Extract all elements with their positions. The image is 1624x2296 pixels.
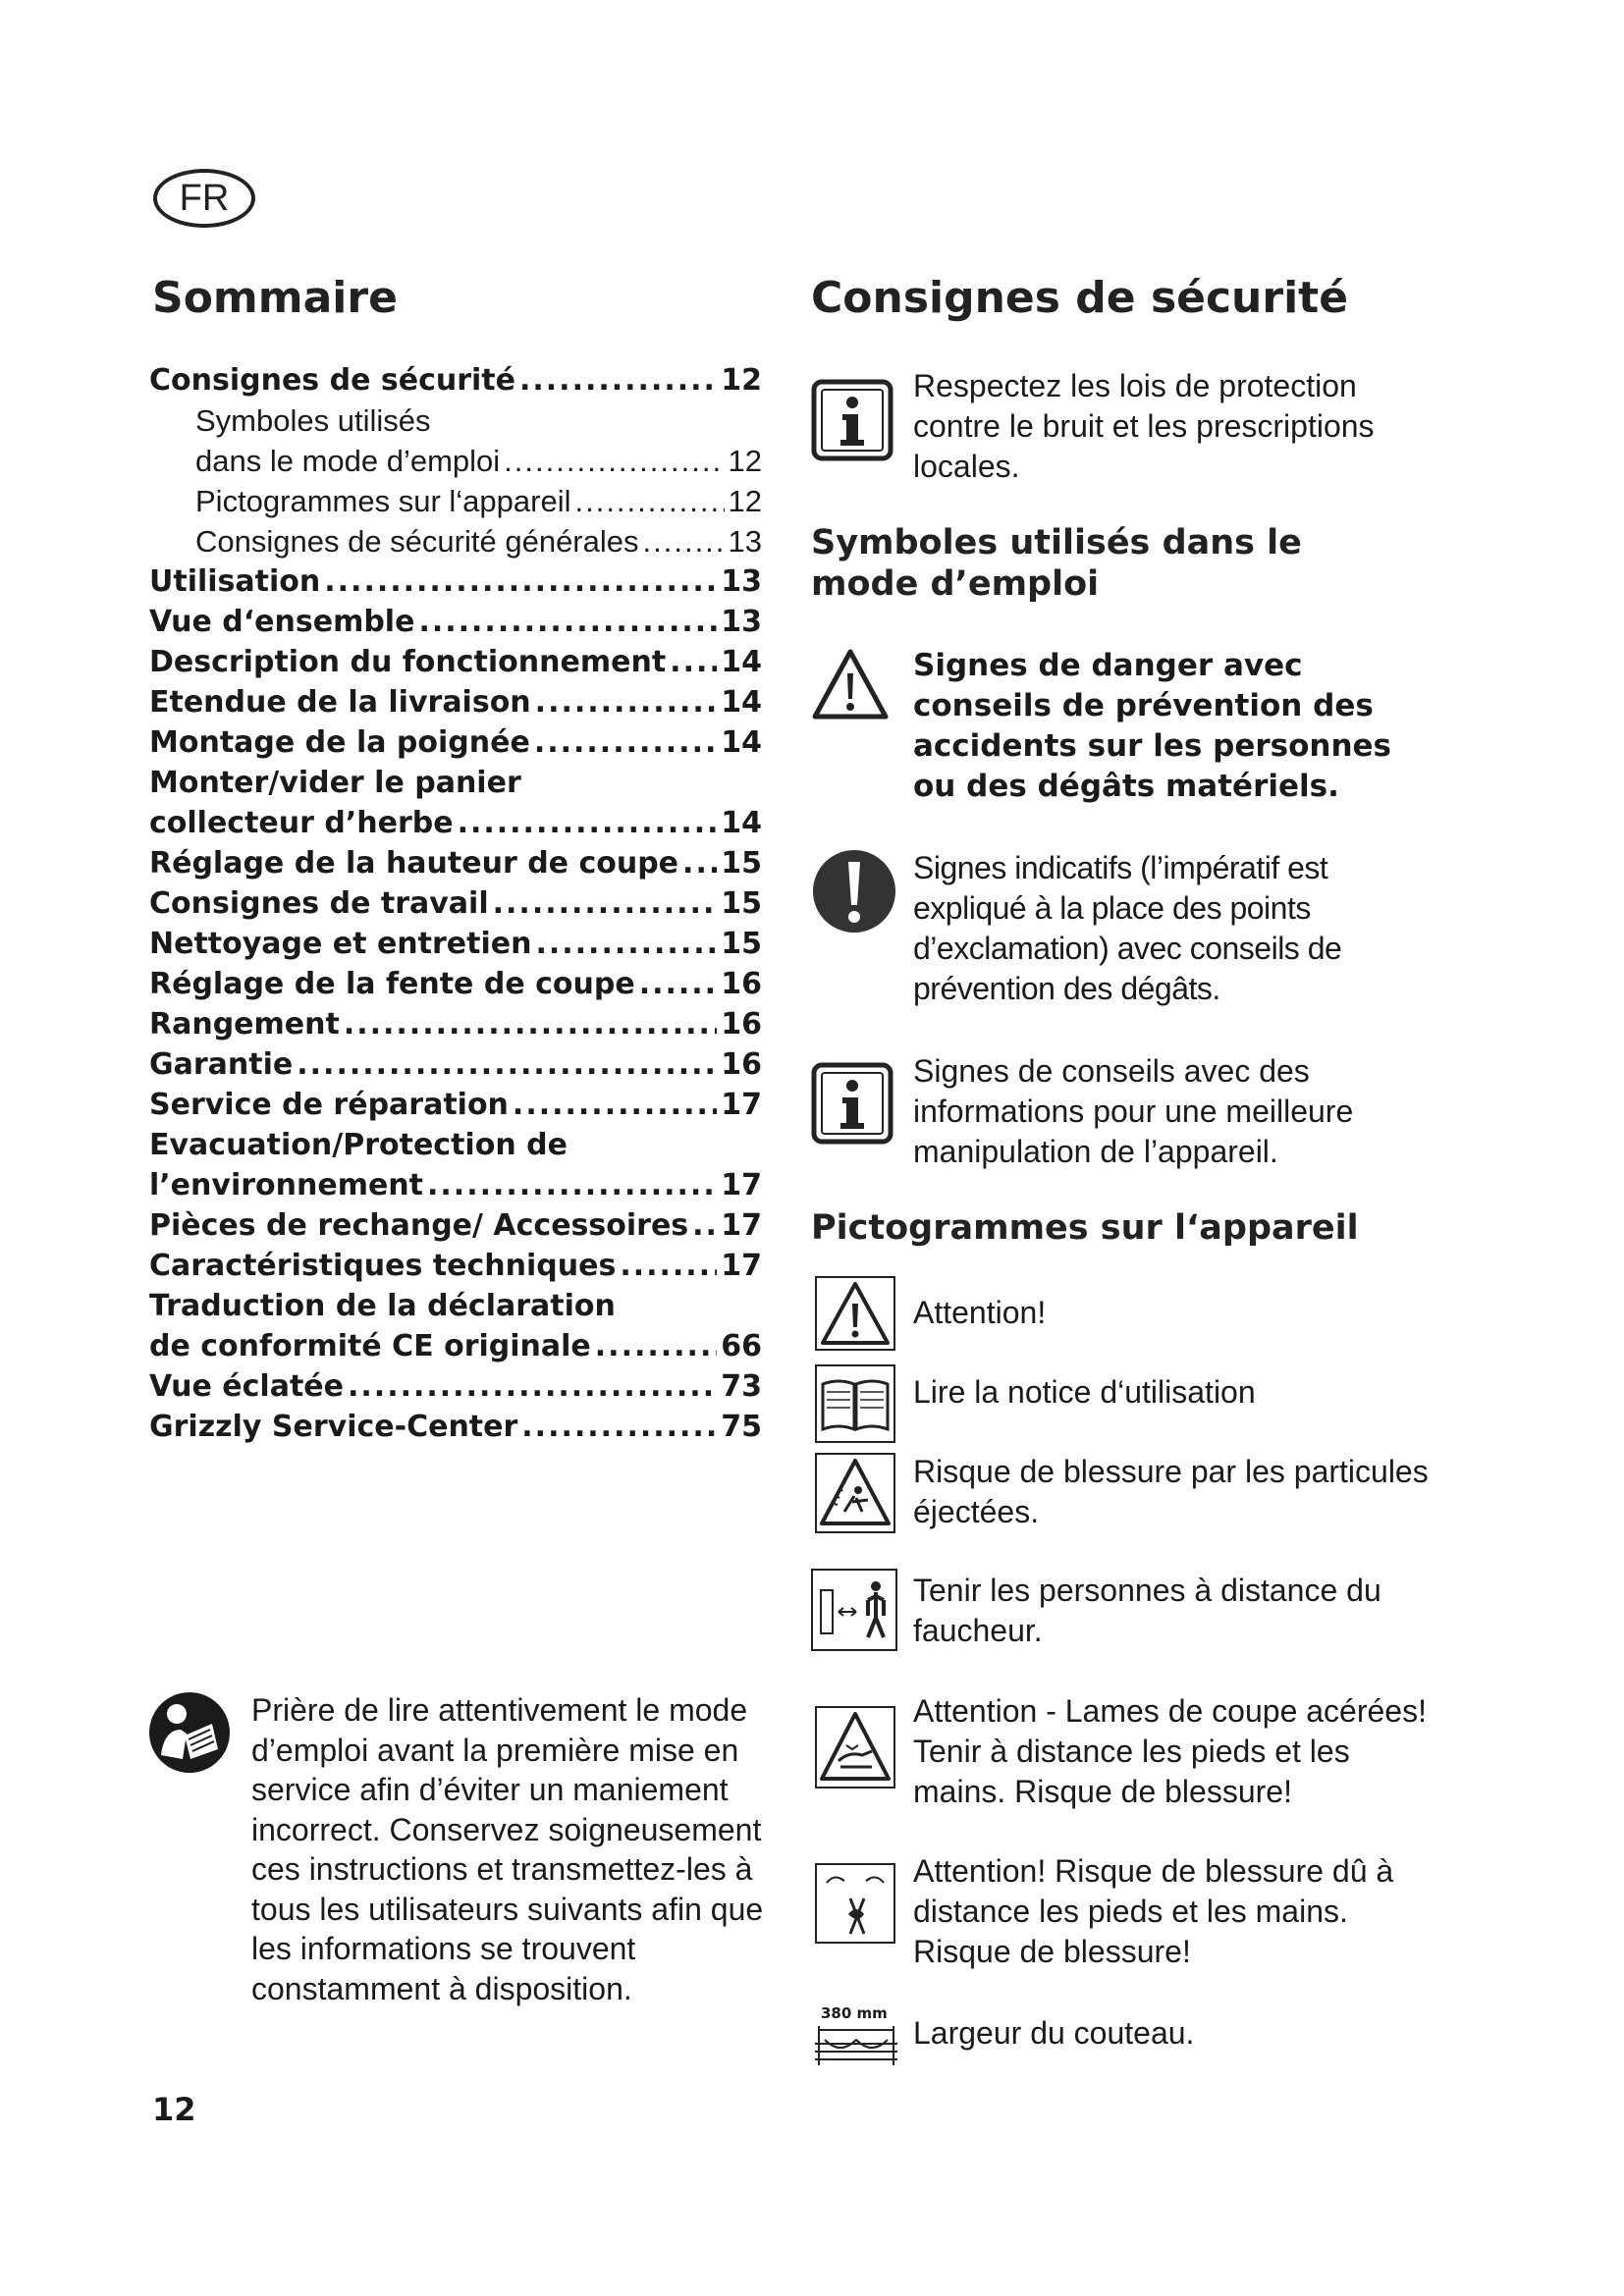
toc-entry-page: 16	[721, 1047, 762, 1082]
sharp-blades-icon	[815, 1706, 895, 1789]
toc-entry-page: 75	[721, 1410, 762, 1444]
toc-entry	[149, 685, 762, 725]
toc-dot-leader	[534, 725, 717, 760]
toc-entry-label: de conformité CE originale	[149, 1329, 591, 1363]
toc-entry	[149, 484, 762, 524]
toc-entry-label: Utilisation	[149, 564, 321, 599]
page-number: 12	[152, 2091, 196, 2128]
toc-entry-label: Garantie	[149, 1047, 294, 1082]
toc-dot-leader	[574, 484, 724, 519]
danger-triangle-icon	[811, 648, 890, 721]
toc-entry-page: 12	[728, 484, 762, 518]
toc-entry-page: 17	[721, 1208, 762, 1243]
toc-entry	[149, 645, 762, 685]
info-icon	[811, 1062, 893, 1145]
ejected-particles-icon	[815, 1453, 895, 1533]
toc-entry-page: 14	[721, 806, 762, 840]
toc-entry-page: 73	[721, 1369, 762, 1404]
blade-width-icon	[811, 2004, 901, 2069]
toc-entry	[149, 403, 762, 444]
toc-entry-label: Réglage de la hauteur de coupe	[149, 846, 679, 881]
toc-entry-page: 14	[721, 725, 762, 760]
toc-entry	[149, 1007, 762, 1047]
advice-signs-text: Signes de conseils avec des informations pour une meilleure manipulation de l’appareil.	[913, 1053, 1354, 1169]
toc-dot-leader	[348, 1369, 717, 1404]
pictogram-text: Risque de blessure par les particules éjectées.	[913, 1454, 1429, 1529]
read-manual-icon	[147, 1690, 232, 1775]
toc-entry-page: 13	[721, 605, 762, 639]
toc-dot-leader	[519, 363, 717, 398]
toc-dot-leader	[639, 967, 718, 1001]
toc-entry-label: dans le mode d’emploi	[195, 444, 501, 478]
pictogram-text: Lire la notice d‘utilisation	[913, 1374, 1256, 1410]
toc-entry-label: collecteur d’herbe	[149, 806, 454, 840]
toc-dot-leader	[458, 806, 718, 840]
noise-regulations-text: Respectez les lois de protection contre le bruit et les prescriptions locales.	[913, 368, 1375, 484]
toc-entry-page: 15	[721, 927, 762, 961]
toc-dot-leader	[344, 1007, 717, 1041]
toc-entry-label: Pièces de rechange/ Accessoires	[149, 1208, 689, 1243]
symbols-heading: Symboles utilisés dans le mode d’emploi	[811, 523, 1302, 604]
safety-heading: Consignes de sécurité	[811, 273, 1349, 323]
toc-entry	[149, 605, 762, 645]
toc-entry-label: Montage de la poignée	[149, 725, 530, 760]
toc-entry-page: 13	[728, 524, 762, 559]
toc-entry-label: Consignes de sécurité	[149, 363, 515, 398]
toc-entry-page: 12	[728, 444, 762, 478]
toc-entry-label: Vue éclatée	[149, 1369, 344, 1404]
toc-entry	[149, 1249, 762, 1289]
toc-entry	[149, 1208, 762, 1249]
toc-entry-label: Vue d‘ensemble	[149, 605, 415, 639]
toc-entry-page: 66	[721, 1329, 762, 1363]
toc-entry	[149, 1329, 762, 1369]
toc-heading: Sommaire	[152, 273, 398, 323]
toc-entry-label: Pictogrammes sur l‘appareil	[195, 484, 571, 518]
toc-entry-label: Nettoyage et entretien	[149, 927, 532, 961]
toc-entry	[149, 766, 762, 806]
toc-entry-page: 14	[721, 645, 762, 679]
toc-entry	[149, 1410, 762, 1450]
toc-entry-label: Consignes de travail	[149, 886, 489, 921]
toc-dot-leader	[297, 1047, 717, 1082]
toc-dot-leader	[595, 1329, 717, 1363]
blade-width-label: 380 mm	[821, 2004, 888, 2022]
toc-dot-leader	[418, 605, 717, 639]
toc-dot-leader	[427, 1168, 717, 1202]
toc-entry	[149, 444, 762, 484]
toc-entry-page: 17	[721, 1249, 762, 1283]
toc-dot-leader	[521, 1410, 717, 1444]
toc-entry-label: Symboles utilisés	[195, 403, 431, 438]
table-of-contents	[149, 363, 762, 1450]
toc-dot-leader	[513, 1088, 717, 1122]
toc-entry-page: 16	[721, 1007, 762, 1041]
toc-entry-label: Caractéristiques techniques	[149, 1249, 617, 1283]
pictogram-text: Tenir les personnes à distance du faucheur.	[913, 1573, 1381, 1648]
toc-dot-leader	[535, 927, 717, 961]
toc-dot-leader	[620, 1249, 717, 1283]
open-book-icon	[815, 1364, 895, 1443]
toc-entry-label: Monter/vider le panier	[149, 766, 521, 800]
toc-entry-label: Grizzly Service-Center	[149, 1410, 518, 1444]
read-instructions-note: Prière de lire attentivement le mode d’emploi avant la première mise en service afin d’éviter un maniement incorrect. Conservez soigneusement ces instructions et transmettez-les à tous les utilisateurs suivants afin que les informations se trouvent constamment à disposition.	[251, 1692, 764, 2006]
toc-entry	[149, 524, 762, 564]
keep-distance-icon	[811, 1569, 897, 1651]
toc-entry-label: Evacuation/Protection de	[149, 1128, 568, 1162]
toc-entry-label: Consignes de sécurité générales	[195, 524, 639, 559]
toc-entry-label: Réglage de la fente de coupe	[149, 967, 635, 1001]
toc-entry	[149, 1088, 762, 1128]
danger-signs-text: Signes de danger avec conseils de prévention des accidents sur les personnes ou des dégâts matériels.	[913, 648, 1392, 804]
indicative-signs-text: Signes indicatifs (l’impératif est expliqué à la place des points d’exclamation) avec conseils de prévention des dégâts.	[913, 850, 1342, 1006]
toc-entry	[149, 846, 762, 886]
toc-entry-label: Rangement	[149, 1007, 340, 1041]
exclamation-circle-icon	[811, 848, 897, 934]
toc-entry-page: 16	[721, 967, 762, 1001]
toc-dot-leader	[643, 524, 725, 560]
pictogram-text: Attention - Lames de coupe acérées! Tenir à distance les pieds et les mains. Risque de blessure!	[913, 1693, 1427, 1809]
toc-entry-page: 15	[721, 846, 762, 881]
toc-dot-leader	[504, 444, 724, 479]
toc-entry	[149, 1369, 762, 1410]
language-badge: FR	[153, 169, 255, 228]
toc-entry	[149, 967, 762, 1007]
pictograms-heading: Pictogrammes sur l‘appareil	[811, 1208, 1359, 1248]
toc-entry	[149, 806, 762, 846]
toc-entry	[149, 564, 762, 605]
toc-entry-page: 12	[721, 363, 762, 398]
toc-entry	[149, 886, 762, 927]
toc-entry	[149, 1168, 762, 1208]
toc-entry-label: Etendue de la livraison	[149, 685, 531, 720]
toc-dot-leader	[535, 685, 718, 720]
toc-entry-page: 13	[721, 564, 762, 599]
toc-dot-leader	[682, 846, 717, 881]
toc-entry-page: 17	[721, 1168, 762, 1202]
info-icon	[811, 379, 893, 461]
toc-entry	[149, 725, 762, 766]
pictogram-text: Attention!	[913, 1295, 1047, 1330]
toc-entry-label: Traduction de la déclaration	[149, 1289, 616, 1323]
rotating-blades-hand-icon	[815, 1863, 895, 1944]
toc-dot-leader	[324, 564, 717, 599]
toc-dot-leader	[493, 886, 718, 921]
toc-entry-page: 15	[721, 886, 762, 921]
toc-entry	[149, 1289, 762, 1329]
toc-entry-page: 14	[721, 685, 762, 720]
pictogram-text: Largeur du couteau.	[913, 2015, 1195, 2051]
pictogram-text: Attention! Risque de blessure dû à distance les pieds et les mains. Risque de blessure!	[913, 1853, 1394, 1969]
toc-entry-label: l’environnement	[149, 1168, 423, 1202]
toc-dot-leader	[670, 645, 717, 679]
toc-entry	[149, 1128, 762, 1168]
warning-triangle-icon	[815, 1276, 895, 1351]
toc-entry-label: Description du fonctionnement	[149, 645, 667, 679]
toc-entry-label: Service de réparation	[149, 1088, 509, 1122]
toc-entry	[149, 1047, 762, 1088]
toc-entry	[149, 363, 762, 403]
toc-entry	[149, 927, 762, 967]
toc-dot-leader	[692, 1208, 717, 1243]
toc-entry-page: 17	[721, 1088, 762, 1122]
